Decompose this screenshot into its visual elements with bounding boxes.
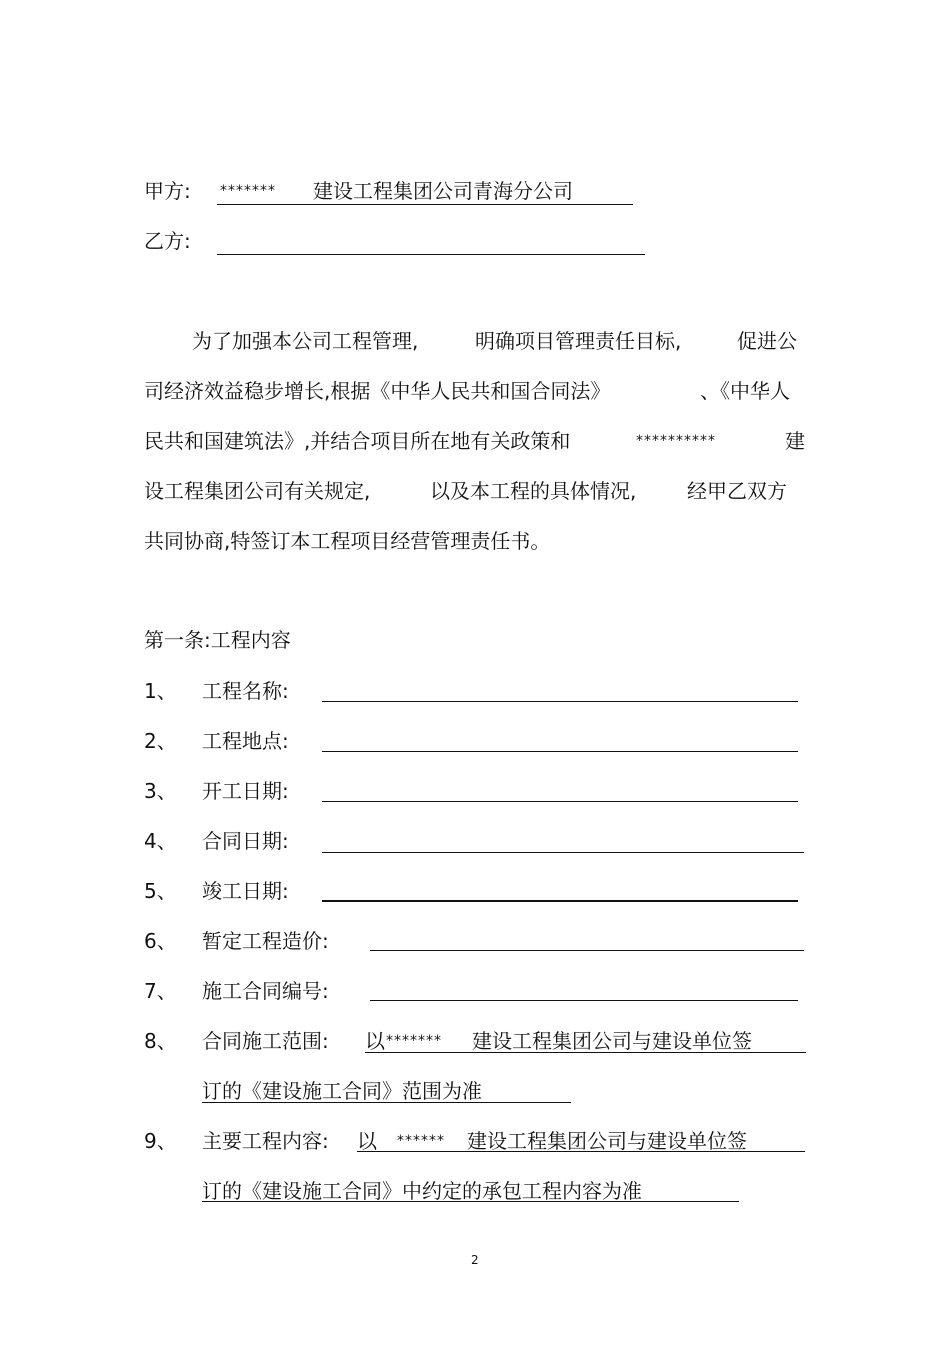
item-3-label: 开工日期: <box>202 779 289 803</box>
item-8-text: 建设工程集团公司与建设单位签 <box>472 1029 752 1053</box>
item-5-blank <box>322 900 798 902</box>
item-9-continuation: 订的《建设施工合同》中约定的承包工程内容为准 <box>202 1179 642 1203</box>
party-a-name: 建设工程集团公司青海分公司 <box>313 179 573 203</box>
item-9-continuation-underline <box>202 1201 739 1202</box>
item-4-label: 合同日期: <box>202 829 289 853</box>
page-number: 2 <box>471 1253 479 1267</box>
party-b-label: 乙方: <box>144 229 191 253</box>
party-a-label: 甲方: <box>144 179 191 203</box>
item-9-text: 建设工程集团公司与建设单位签 <box>467 1129 747 1153</box>
preamble-line1-b: 明确项目管理责任目标, <box>475 329 682 353</box>
item-7-blank <box>370 1000 798 1001</box>
item-8-continuation: 订的《建设施工合同》范围为准 <box>202 1079 482 1103</box>
preamble-line1-c: 促进公 <box>737 329 797 353</box>
preamble-line4-c: 经甲乙双方 <box>687 479 787 503</box>
item-3-blank <box>322 801 798 802</box>
item-2-number: 2、 <box>144 729 177 753</box>
item-8-stars: ******* <box>386 1033 442 1049</box>
item-1-blank <box>322 701 798 702</box>
preamble-line1-a: 为了加强本公司工程管理, <box>192 329 419 353</box>
item-4-number: 4、 <box>144 829 177 853</box>
item-6-number: 6、 <box>144 929 177 953</box>
item-5-label: 竣工日期: <box>202 879 289 903</box>
item-5-number: 5、 <box>144 879 177 903</box>
item-4-blank <box>322 852 804 853</box>
item-8-continuation-underline <box>202 1102 571 1103</box>
item-9-prefix: 以 <box>357 1129 377 1153</box>
item-1-number: 1、 <box>144 679 177 703</box>
item-9-stars: ****** <box>397 1133 445 1149</box>
item-7-label: 施工合同编号: <box>202 979 329 1003</box>
item-8-number: 8、 <box>144 1029 177 1053</box>
section-1-heading: 第一条:工程内容 <box>144 628 291 652</box>
preamble-line2-b: 、《中华人 <box>700 379 790 403</box>
item-2-label: 工程地点: <box>202 729 289 753</box>
item-8-underline <box>365 1052 806 1053</box>
preamble-line3-a: 民共和国建筑法》,并结合项目所在地有关政策和 <box>144 429 571 453</box>
party-b-blank <box>217 254 645 255</box>
preamble-line3-stars: ********** <box>636 433 716 449</box>
party-a-underline <box>217 204 633 205</box>
item-6-blank <box>370 950 804 951</box>
item-7-number: 7、 <box>144 979 177 1003</box>
preamble-line5: 共同协商,特签订本工程项目经营管理责任书。 <box>144 529 551 553</box>
item-9-label: 主要工程内容: <box>202 1129 329 1153</box>
item-8-label: 合同施工范围: <box>202 1029 329 1053</box>
preamble-line4-b: 以及本工程的具体情况, <box>430 479 637 503</box>
preamble-line4-a: 设工程集团公司有关规定, <box>144 479 371 503</box>
item-9-number: 9、 <box>144 1129 177 1153</box>
item-8-prefix: 以 <box>365 1029 385 1053</box>
item-2-blank <box>322 751 798 752</box>
preamble-line2-a: 司经济效益稳步增长,根据《中华人民共和国合同法》 <box>144 379 611 403</box>
party-a-stars: ******* <box>220 183 276 199</box>
item-9-underline <box>357 1151 805 1152</box>
preamble-line3-c: 建 <box>785 429 805 453</box>
item-6-label: 暂定工程造价: <box>202 929 329 953</box>
item-1-label: 工程名称: <box>202 679 289 703</box>
item-3-number: 3、 <box>144 779 177 803</box>
